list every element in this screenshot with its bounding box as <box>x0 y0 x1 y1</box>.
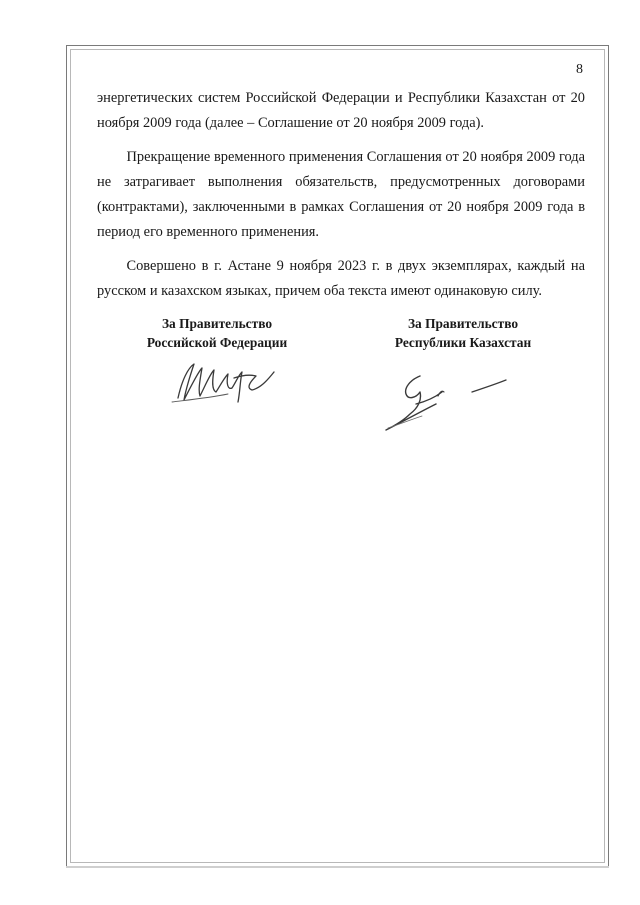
signatory-russia-line1: За Правительство <box>161 316 273 331</box>
paragraph-termination: Прекращение временного применения Соглашения от 20 ноября 2009 года не затрагивает выполнения обязательств, предусмотренных договорами (контрактами), заключенными в рамках Соглашения от 20 ноября 2009 года в период его временного применения. <box>97 149 585 240</box>
signature-russia <box>168 358 278 406</box>
signatory-russia <box>124 314 310 352</box>
paragraph-done-at: Совершено в г. Астане 9 ноября 2023 г. в двух экземплярах, каждый на русском и казахском языках, причем оба текста имеют одинаковую силу. <box>97 258 585 299</box>
scan-edge <box>66 866 609 868</box>
body-text <box>97 86 585 313</box>
signature-kazakhstan <box>380 370 510 432</box>
paragraph-continuation: энергетических систем Российской Федерации и Республики Казахстан от 20 ноября 2009 года (далее – Соглашение от 20 ноября 2009 года). <box>97 90 585 131</box>
signatory-kazakhstan-line2: Республики Казахстан <box>394 335 532 350</box>
page-number: 8 <box>576 62 583 77</box>
signatory-kazakhstan <box>370 314 556 352</box>
signatory-russia-line2: Российской Федерации <box>146 335 288 350</box>
signatory-kazakhstan-line1: За Правительство <box>407 316 519 331</box>
